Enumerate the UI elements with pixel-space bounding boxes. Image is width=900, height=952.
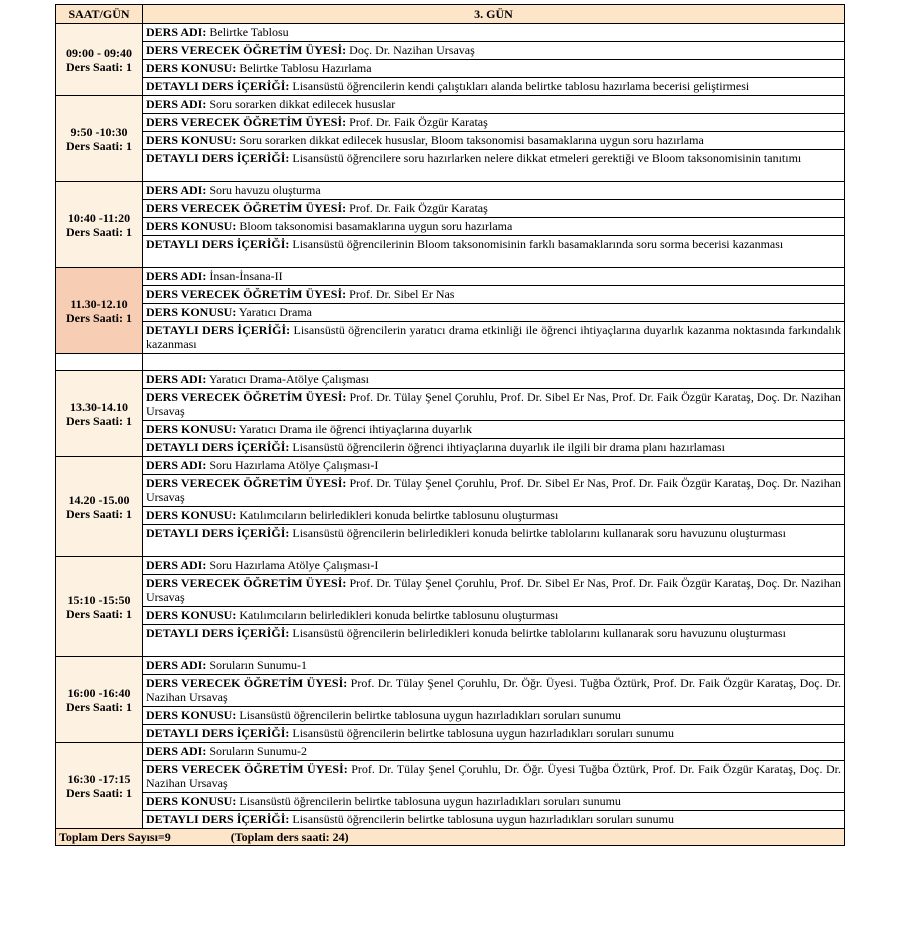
field-label-name: DERS ADI: (146, 744, 207, 758)
field-label-instructor: DERS VERECEK ÖĞRETİM ÜYESİ: (146, 476, 347, 490)
session-1-name-row (56, 24, 845, 42)
session-6-name-row (56, 457, 845, 475)
field-label-detail: DETAYLI DERS İÇERİĞİ: (146, 237, 290, 251)
session-instructor-value: Prof. Dr. Faik Özgür Karataş (349, 115, 488, 129)
field-label-name: DERS ADI: (146, 372, 207, 386)
session-instructor-value: Doç. Dr. Nazihan Ursavaş (349, 43, 475, 57)
session-detail-value: Lisansüstü öğrencilerin yaratıcı drama etkinliği ile öğrenci ihtiyaçlarına duyarlık kazanma noktasında farkındalık kazanması (146, 323, 841, 351)
field-label-detail: DETAYLI DERS İÇERİĞİ: (146, 151, 290, 165)
field-label-detail: DETAYLI DERS İÇERİĞİ: (146, 323, 291, 337)
session-topic-value: Yaratıcı Drama ile öğrenci ihtiyaçlarına duyarlık (238, 422, 472, 436)
session-name-cell (143, 24, 845, 42)
session-name-value: Yaratıcı Drama-Atölye Çalışması (208, 372, 369, 386)
session-5-topic-row (56, 421, 845, 439)
session-topic-value: Belirtke Tablosu Hazırlama (239, 61, 372, 75)
session-time-cell (56, 96, 143, 182)
field-label-instructor: DERS VERECEK ÖĞRETİM ÜYESİ: (146, 676, 348, 690)
session-1-instructor-row (56, 42, 845, 60)
session-topic-value: Katılımcıların belirledikleri konuda belirtke tablosunu oluşturması (239, 508, 559, 522)
session-instructor-cell (143, 286, 845, 304)
field-label-detail: DETAYLI DERS İÇERİĞİ: (146, 526, 290, 540)
session-name-cell (143, 457, 845, 475)
field-label-name: DERS ADI: (146, 458, 207, 472)
session-detail-cell (143, 78, 845, 96)
session-detail-cell (143, 150, 845, 182)
session-3-detail-row (56, 236, 845, 268)
session-time: 16:00 -16:40 (67, 685, 131, 700)
header-day: 3. GÜN (143, 5, 845, 24)
session-6-topic-row (56, 507, 845, 525)
session-name-value: Soru sorarken dikkat edilecek hususlar (209, 97, 396, 111)
lunch-break-content-cell (143, 354, 845, 371)
field-label-name: DERS ADI: (146, 658, 207, 672)
session-instructor-value: Prof. Dr. Tülay Şenel Çoruhlu, Dr. Öğr. Üyesi Tuğba Öztürk, Prof. Dr. Faik Özgür Karataş, Doç. Dr. Nazihan Ursavaş (146, 762, 841, 790)
field-label-instructor: DERS VERECEK ÖĞRETİM ÜYESİ: (146, 287, 347, 301)
field-label-topic: DERS KONUSU: (146, 708, 237, 722)
session-topic-value: Lisansüstü öğrencilerin belirtke tablosuna uygun hazırladıkları soruları sunumu (239, 794, 621, 808)
session-4-topic-row (56, 304, 845, 322)
session-time: 14.20 -15.00 (68, 492, 130, 507)
field-label-detail: DETAYLI DERS İÇERİĞİ: (146, 626, 290, 640)
session-name-value: Belirtke Tablosu (209, 25, 289, 39)
session-instructor-cell (143, 114, 845, 132)
session-name-cell (143, 557, 845, 575)
session-9-topic-row (56, 793, 845, 811)
total-lesson-count: Toplam Ders Sayısı=9 (59, 830, 171, 844)
session-5-name-row (56, 371, 845, 389)
session-name-value: Soruların Sunumu-2 (209, 744, 308, 758)
session-detail-value: Lisansüstü öğrencilere soru hazırlarken nelere dikkat etmeleri gerektiği ve Bloom taksonomisinin tanıtımı (292, 151, 802, 165)
session-3-instructor-row (56, 200, 845, 218)
session-time: 15:10 -15:50 (67, 592, 131, 607)
session-name-cell (143, 657, 845, 675)
session-name-cell (143, 182, 845, 200)
session-name-value: Soru havuzu oluşturma (209, 183, 321, 197)
session-topic-cell (143, 218, 845, 236)
field-label-name: DERS ADI: (146, 25, 207, 39)
field-label-detail: DETAYLI DERS İÇERİĞİ: (146, 79, 290, 93)
session-detail-value: Lisansüstü öğrencilerin belirledikleri konuda belirtke tablolarını kullanarak soru havuzunu oluşturması (292, 526, 786, 540)
session-instructor-cell (143, 675, 845, 707)
session-time-cell (56, 182, 143, 268)
field-label-detail: DETAYLI DERS İÇERİĞİ: (146, 440, 290, 454)
session-topic-value: Soru sorarken dikkat edilecek hususlar, Bloom taksonomisi basamaklarına uygun soru hazırlama (239, 133, 704, 147)
session-instructor-cell (143, 575, 845, 607)
field-label-topic: DERS KONUSU: (146, 508, 237, 522)
session-detail-value: Lisansüstü öğrencilerin belirledikleri konuda belirtke tablolarını kullanarak soru havuzunu oluşturması (292, 626, 786, 640)
session-detail-cell (143, 439, 845, 457)
session-hours: Ders Saati: 1 (66, 506, 132, 521)
session-detail-value: Lisansüstü öğrencilerin belirtke tablosuna uygun hazırladıkları soruları sunumu (292, 812, 674, 826)
session-name-cell (143, 96, 845, 114)
session-8-detail-row (56, 725, 845, 743)
session-detail-cell (143, 811, 845, 829)
field-label-instructor: DERS VERECEK ÖĞRETİM ÜYESİ: (146, 43, 347, 57)
session-instructor-cell (143, 42, 845, 60)
field-label-name: DERS ADI: (146, 558, 207, 572)
session-topic-cell (143, 304, 845, 322)
session-9-instructor-row (56, 761, 845, 793)
session-detail-cell (143, 625, 845, 657)
session-9-detail-row (56, 811, 845, 829)
field-label-name: DERS ADI: (146, 97, 207, 111)
session-2-name-row (56, 96, 845, 114)
session-topic-value: Lisansüstü öğrencilerin belirtke tablosuna uygun hazırladıkları soruları sunumu (239, 708, 621, 722)
session-hours: Ders Saati: 1 (66, 413, 132, 428)
field-label-topic: DERS KONUSU: (146, 422, 237, 436)
session-5-instructor-row (56, 389, 845, 421)
schedule-document (55, 4, 845, 846)
session-time: 9:50 -10:30 (70, 124, 128, 139)
total-lesson-hours: (Toplam ders saati: 24) (230, 830, 349, 844)
session-7-detail-row (56, 625, 845, 657)
session-2-topic-row (56, 132, 845, 150)
session-topic-value: Katılımcıların belirledikleri konuda belirtke tablosunu oluşturması (239, 608, 559, 622)
session-8-instructor-row (56, 675, 845, 707)
session-7-topic-row (56, 607, 845, 625)
session-instructor-cell (143, 389, 845, 421)
session-5-detail-row (56, 439, 845, 457)
session-hours: Ders Saati: 1 (66, 59, 132, 74)
session-topic-cell (143, 507, 845, 525)
session-time-cell (56, 24, 143, 96)
field-label-topic: DERS KONUSU: (146, 133, 237, 147)
session-instructor-cell (143, 761, 845, 793)
session-detail-cell (143, 322, 845, 354)
session-hours: Ders Saati: 1 (66, 310, 132, 325)
session-time: 11.30-12.10 (70, 296, 128, 311)
session-6-detail-row (56, 525, 845, 557)
session-7-name-row (56, 557, 845, 575)
session-time-cell (56, 657, 143, 743)
session-1-detail-row (56, 78, 845, 96)
field-label-topic: DERS KONUSU: (146, 608, 237, 622)
schedule-table (55, 4, 845, 846)
session-8-topic-row (56, 707, 845, 725)
field-label-detail: DETAYLI DERS İÇERİĞİ: (146, 812, 290, 826)
session-time: 13.30-14.10 (70, 399, 128, 414)
session-3-name-row (56, 182, 845, 200)
field-label-name: DERS ADI: (146, 269, 207, 283)
session-name-cell (143, 268, 845, 286)
field-label-topic: DERS KONUSU: (146, 61, 237, 75)
field-label-instructor: DERS VERECEK ÖĞRETİM ÜYESİ: (146, 576, 347, 590)
field-label-detail: DETAYLI DERS İÇERİĞİ: (146, 726, 290, 740)
session-time-cell (56, 743, 143, 829)
session-topic-cell (143, 421, 845, 439)
session-name-cell (143, 743, 845, 761)
session-topic-value: Bloom taksonomisi basamaklarına uygun soru hazırlama (239, 219, 513, 233)
session-instructor-value: Prof. Dr. Tülay Şenel Çoruhlu, Dr. Öğr. Üyesi. Tuğba Öztürk, Prof. Dr. Faik Özgür Karataş, Doç. Dr. Nazihan Ursavaş (146, 676, 842, 704)
field-label-name: DERS ADI: (146, 183, 207, 197)
session-hours: Ders Saati: 1 (66, 606, 132, 621)
session-topic-cell (143, 60, 845, 78)
session-instructor-cell (143, 475, 845, 507)
session-instructor-cell (143, 200, 845, 218)
session-time-cell (56, 268, 143, 354)
field-label-topic: DERS KONUSU: (146, 219, 237, 233)
field-label-topic: DERS KONUSU: (146, 305, 237, 319)
session-topic-value: Yaratıcı Drama (238, 305, 313, 319)
session-name-value: Soruların Sunumu-1 (209, 658, 308, 672)
session-instructor-value: Prof. Dr. Tülay Şenel Çoruhlu, Prof. Dr. Sibel Er Nas, Prof. Dr. Faik Özgür Karataş, Doç. Dr. Nazihan Ursavaş (146, 390, 842, 418)
session-name-cell (143, 371, 845, 389)
session-time: 10:40 -11:20 (67, 210, 131, 225)
session-time-cell (56, 371, 143, 457)
header-row (56, 5, 845, 24)
session-time: 16:30 -17:15 (67, 771, 131, 786)
header-time-day: SAAT/GÜN (56, 5, 143, 24)
session-topic-cell (143, 793, 845, 811)
session-8-name-row (56, 657, 845, 675)
session-detail-value: Lisansüstü öğrencilerinin Bloom taksonomisinin farklı basamaklarında soru sorma becerisi kazanması (292, 237, 784, 251)
session-3-topic-row (56, 218, 845, 236)
session-detail-cell (143, 525, 845, 557)
session-time: 09:00 - 09:40 (66, 45, 132, 60)
session-time-cell (56, 557, 143, 657)
session-name-value: Soru Hazırlama Atölye Çalışması-I (209, 458, 379, 472)
session-topic-cell (143, 132, 845, 150)
session-name-value: İnsan-İnsana-II (209, 269, 283, 283)
field-label-instructor: DERS VERECEK ÖĞRETİM ÜYESİ: (146, 390, 347, 404)
session-2-detail-row (56, 150, 845, 182)
session-detail-value: Lisansüstü öğrencilerin belirtke tablosuna uygun hazırladıkları soruları sunumu (292, 726, 674, 740)
footer-cell (56, 829, 845, 846)
lunch-break-time-cell (56, 354, 143, 371)
session-2-instructor-row (56, 114, 845, 132)
session-detail-value: Lisansüstü öğrencilerin öğrenci ihtiyaçlarına duyarlık ile ilgili bir drama planı hazırlaması (292, 440, 725, 454)
session-4-name-row (56, 268, 845, 286)
footer-row (56, 829, 845, 846)
session-detail-cell (143, 236, 845, 268)
session-6-instructor-row (56, 475, 845, 507)
session-name-value: Soru Hazırlama Atölye Çalışması-I (209, 558, 379, 572)
session-topic-cell (143, 607, 845, 625)
session-4-detail-row (56, 322, 845, 354)
field-label-instructor: DERS VERECEK ÖĞRETİM ÜYESİ: (146, 201, 347, 215)
session-instructor-value: Prof. Dr. Tülay Şenel Çoruhlu, Prof. Dr. Sibel Er Nas, Prof. Dr. Faik Özgür Karataş, Doç. Dr. Nazihan Ursavaş (146, 576, 842, 604)
session-time-cell (56, 457, 143, 557)
field-label-topic: DERS KONUSU: (146, 794, 237, 808)
session-instructor-value: Prof. Dr. Faik Özgür Karataş (349, 201, 488, 215)
session-instructor-value: Prof. Dr. Sibel Er Nas (349, 287, 455, 301)
field-label-instructor: DERS VERECEK ÖĞRETİM ÜYESİ: (146, 762, 348, 776)
session-hours: Ders Saati: 1 (66, 699, 132, 714)
session-topic-cell (143, 707, 845, 725)
session-7-instructor-row (56, 575, 845, 607)
session-hours: Ders Saati: 1 (66, 224, 132, 239)
field-label-instructor: DERS VERECEK ÖĞRETİM ÜYESİ: (146, 115, 347, 129)
session-detail-cell (143, 725, 845, 743)
session-4-instructor-row (56, 286, 845, 304)
session-9-name-row (56, 743, 845, 761)
session-hours: Ders Saati: 1 (66, 138, 132, 153)
session-instructor-value: Prof. Dr. Tülay Şenel Çoruhlu, Prof. Dr. Sibel Er Nas, Prof. Dr. Faik Özgür Karataş, Doç. Dr. Nazihan Ursavaş (146, 476, 842, 504)
session-hours: Ders Saati: 1 (66, 785, 132, 800)
lunch-break-row (56, 354, 845, 371)
session-detail-value: Lisansüstü öğrencilerin kendi çalıştıkları alanda belirtke tablosu hazırlama becerisi geliştirmesi (292, 79, 750, 93)
session-1-topic-row (56, 60, 845, 78)
